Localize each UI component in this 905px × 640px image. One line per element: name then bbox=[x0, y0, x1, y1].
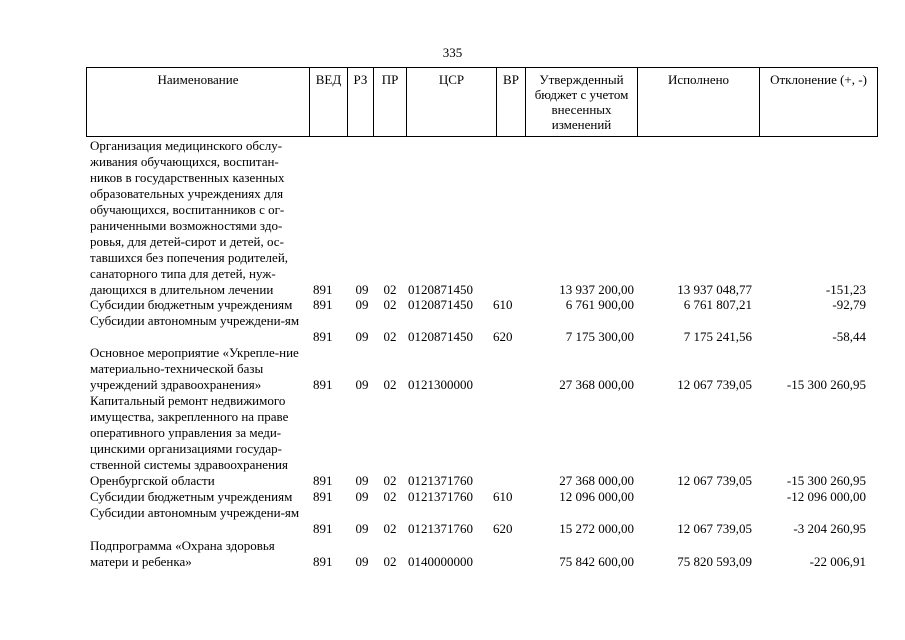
row-csr: 0121300000 bbox=[408, 377, 473, 392]
header-deviation: Отклонение (+, -) bbox=[770, 72, 867, 87]
row-vr: 610 bbox=[493, 489, 513, 504]
row-pr: 02 bbox=[383, 554, 397, 569]
header-executed: Исполнено bbox=[667, 72, 730, 87]
row-budget: 6 761 900,00 bbox=[565, 297, 634, 312]
row-name: Организация медицинского обслу-живания обучающихся, воспитан-ников в государственных казенных образовательных учреждениях для обучающихся, воспитанников с ог-раниченными возможностями здо-ровья, для детей-сирот и детей, ос-тавшихся без попечения родителей, санаторного типа для детей, нуж-дающихся в длительном лечении bbox=[90, 138, 289, 297]
row-rz: 09 bbox=[355, 377, 369, 392]
row-executed: 12 067 739,05 bbox=[677, 377, 752, 392]
header-rz: РЗ bbox=[353, 72, 368, 87]
row-ved: 891 bbox=[313, 473, 333, 488]
row-deviation: -58,44 bbox=[832, 329, 866, 344]
row-rz: 09 bbox=[355, 554, 369, 569]
row-pr: 02 bbox=[383, 489, 397, 504]
row-ved: 891 bbox=[313, 554, 333, 569]
row-rz: 09 bbox=[355, 329, 369, 344]
header-ved: ВЕД bbox=[315, 72, 342, 87]
row-csr: 0121371760 bbox=[408, 489, 473, 504]
row-executed: 6 761 807,21 bbox=[683, 297, 752, 312]
header-budget: Утвержденный бюджет с учетом внесенных изменений bbox=[534, 72, 629, 132]
row-pr: 02 bbox=[383, 473, 397, 488]
row-deviation: -22 006,91 bbox=[809, 554, 866, 569]
row-deviation: -15 300 260,95 bbox=[786, 377, 866, 392]
row-csr: 0140000000 bbox=[408, 554, 473, 569]
row-rz: 09 bbox=[355, 521, 369, 536]
row-ved: 891 bbox=[313, 282, 333, 297]
row-csr: 0121371760 bbox=[408, 521, 473, 536]
row-rz: 09 bbox=[355, 297, 369, 312]
row-csr: 0120871450 bbox=[408, 297, 473, 312]
row-vr: 620 bbox=[493, 521, 513, 536]
row-name: Подпрограмма «Охрана здоровья матери и ребенка» bbox=[90, 538, 275, 569]
row-budget: 27 368 000,00 bbox=[559, 473, 634, 488]
row-ved: 891 bbox=[313, 297, 333, 312]
row-executed: 13 937 048,77 bbox=[677, 282, 752, 297]
row-pr: 02 bbox=[383, 329, 397, 344]
row-executed: 7 175 241,56 bbox=[683, 329, 752, 344]
row-deviation: -15 300 260,95 bbox=[786, 473, 866, 488]
row-pr: 02 bbox=[383, 377, 397, 392]
row-rz: 09 bbox=[355, 282, 369, 297]
row-deviation: -12 096 000,00 bbox=[786, 489, 866, 504]
row-ved: 891 bbox=[313, 377, 333, 392]
row-name: Субсидии бюджетным учреждениям bbox=[90, 489, 293, 504]
page-number: 335 bbox=[442, 45, 463, 60]
row-deviation: -3 204 260,95 bbox=[793, 521, 866, 536]
row-pr: 02 bbox=[383, 521, 397, 536]
row-ved: 891 bbox=[313, 489, 333, 504]
header-vr: ВР bbox=[503, 72, 519, 87]
row-ved: 891 bbox=[313, 329, 333, 344]
row-csr: 0121371760 bbox=[408, 473, 473, 488]
row-budget: 15 272 000,00 bbox=[559, 521, 634, 536]
row-name: Капитальный ремонт недвижимого имущества, закрепленного на праве оперативного управления за меди-цинскими организациями государ-ственной системы здравоохранения Оренбургской области bbox=[90, 393, 289, 488]
row-name: Субсидии автономным учреждени-ям bbox=[90, 313, 300, 328]
row-budget: 12 096 000,00 bbox=[559, 489, 634, 504]
row-budget: 27 368 000,00 bbox=[559, 377, 634, 392]
row-executed: 12 067 739,05 bbox=[677, 473, 752, 488]
row-rz: 09 bbox=[355, 489, 369, 504]
row-budget: 75 842 600,00 bbox=[559, 554, 634, 569]
row-pr: 02 bbox=[383, 282, 397, 297]
row-csr: 0120871450 bbox=[408, 282, 473, 297]
row-csr: 0120871450 bbox=[408, 329, 473, 344]
row-budget: 7 175 300,00 bbox=[565, 329, 634, 344]
row-deviation: -151,23 bbox=[825, 282, 866, 297]
row-rz: 09 bbox=[355, 473, 369, 488]
row-vr: 610 bbox=[493, 297, 513, 312]
header-pr: ПР bbox=[381, 72, 399, 87]
row-pr: 02 bbox=[383, 297, 397, 312]
row-executed: 75 820 593,09 bbox=[677, 554, 752, 569]
row-vr: 620 bbox=[493, 329, 513, 344]
header-csr: ЦСР bbox=[438, 72, 465, 87]
row-budget: 13 937 200,00 bbox=[559, 282, 634, 297]
row-ved: 891 bbox=[313, 521, 333, 536]
row-name: Субсидии автономным учреждени-ям bbox=[90, 505, 300, 520]
row-name: Субсидии бюджетным учреждениям bbox=[90, 297, 293, 312]
row-executed: 12 067 739,05 bbox=[677, 521, 752, 536]
header-name: Наименование bbox=[157, 72, 239, 87]
row-name: Основное мероприятие «Укрепле-ние материально-технической базы учреждений здравоохранения» bbox=[90, 345, 299, 392]
row-deviation: -92,79 bbox=[832, 297, 866, 312]
